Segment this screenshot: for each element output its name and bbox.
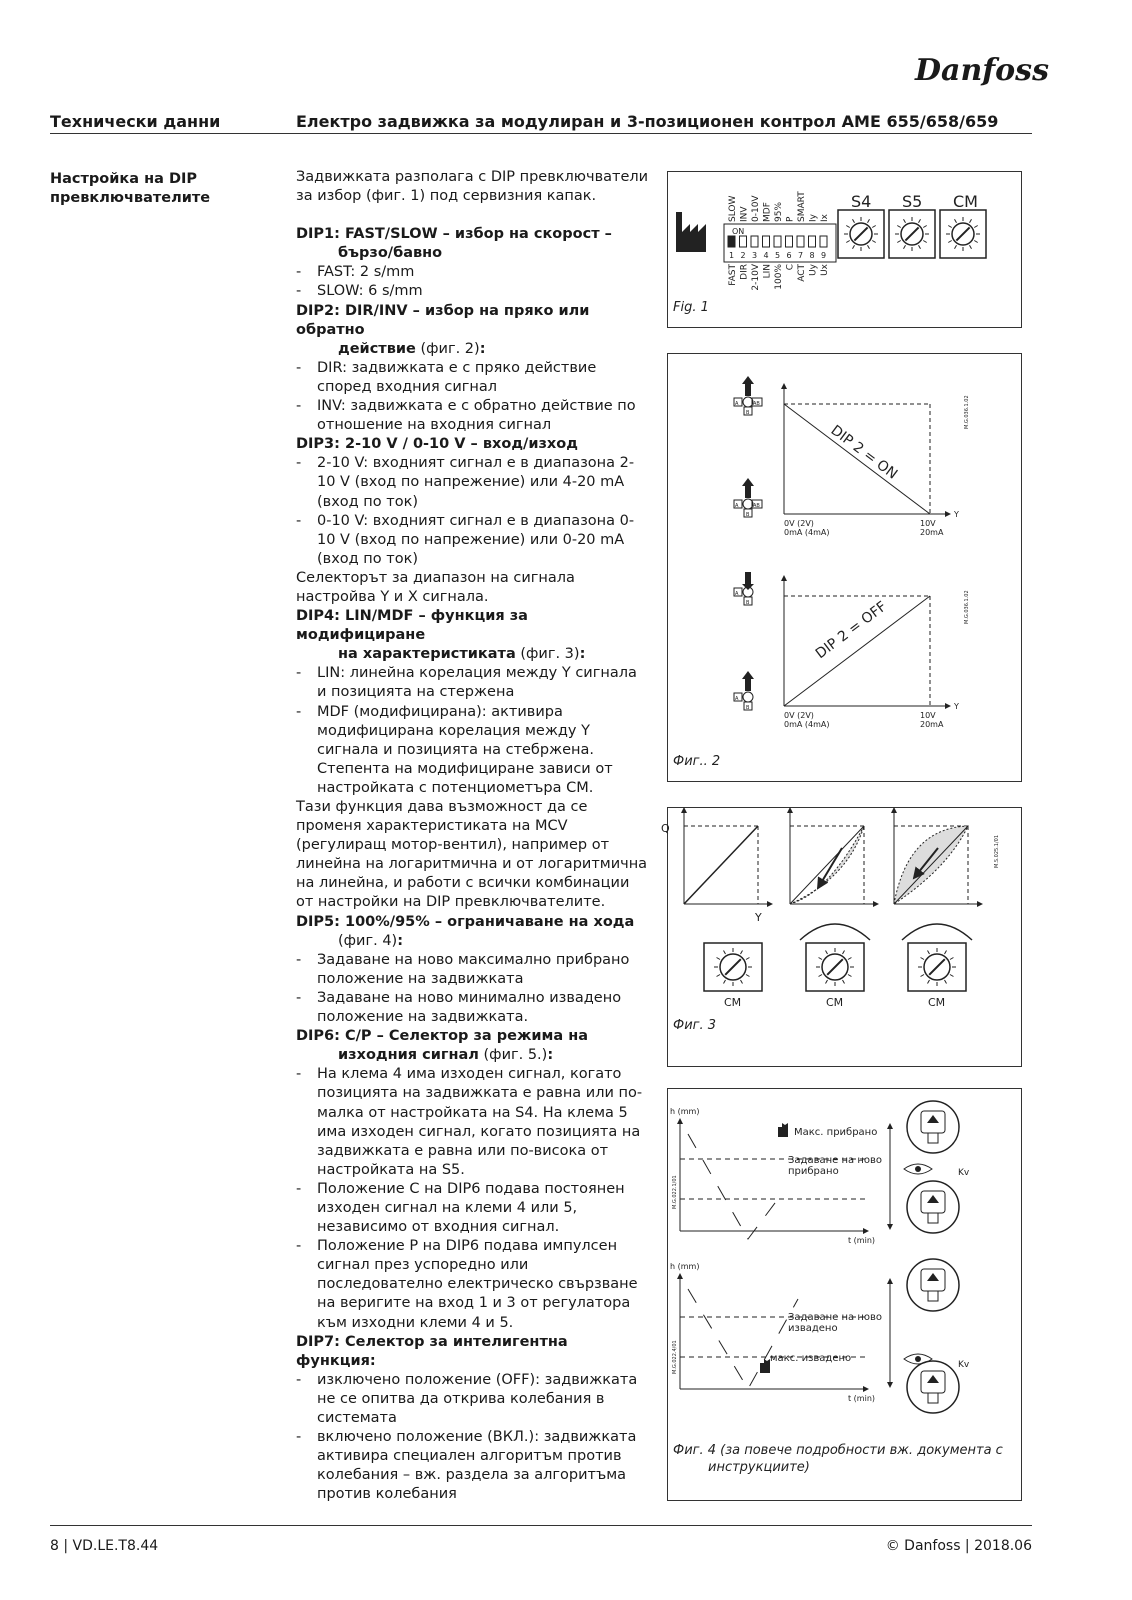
fig4-label: Задаване на ново: [788, 1155, 882, 1166]
dip-bottom-label: DIR: [739, 264, 750, 280]
dip-number: 2: [740, 251, 746, 260]
dip-switch: [751, 236, 758, 247]
svg-text:AB: AB: [753, 401, 760, 407]
dip1-heading: DIP1: FAST/SLOW – избор на скорост –: [296, 226, 612, 243]
dip-top-label: INV: [739, 206, 750, 222]
fig2-top-chart: [784, 384, 970, 537]
svg-text:A: A: [735, 503, 739, 509]
dip-number: 7: [798, 251, 804, 260]
dip-number: 9: [821, 251, 827, 260]
actuator-icon: [907, 1259, 959, 1311]
svg-text:B: B: [746, 705, 750, 711]
eye-icon: [904, 1164, 932, 1174]
dip5-heading: DIP5: 100%/95% – ограничаване на хода: [296, 913, 635, 930]
axis-label: h (mm): [670, 1107, 700, 1116]
axis-label: Y: [954, 510, 959, 519]
pot-label: S4: [851, 192, 872, 211]
dip2-heading-cont: действие (фиг. 2):: [338, 340, 486, 357]
fig3-modified-chart-1: [790, 808, 878, 904]
figure-2: [667, 353, 1022, 782]
dip3-bullet: - 2-10 V: входният сигнал е в диапазона 2-10 V (вход по напрежение) или 4-20 mA (вход по ток): [296, 454, 650, 511]
footer-page-ref: 8 | VD.LE.T8.44: [50, 1538, 159, 1554]
footer-rule: [50, 1525, 1032, 1526]
fig1-caption: Fig. 1: [673, 300, 709, 315]
dip-switch: [763, 236, 770, 247]
potentiometer-cm: [714, 948, 752, 986]
svg-text:A: A: [735, 401, 739, 407]
dip2-off-label: DIP 2 = OFF: [812, 598, 890, 663]
danfoss-logo: Danfoss: [915, 53, 1049, 88]
dip-top-label: Ix: [820, 214, 830, 222]
dip1-heading-cont: бързо/бавно: [338, 245, 443, 262]
intro-text: Задвижката разполага с DIP превключватели за избор (фиг. 1) под сервизния капак.: [296, 169, 649, 205]
dip-bottom-label: Ux: [820, 264, 830, 276]
fig4-caption-cont: инструкциите): [708, 1460, 810, 1475]
figure-code: M.G.036.1.02: [964, 395, 970, 429]
fig4-label: прибрано: [788, 1166, 839, 1177]
figure-code: M.G.036.1.02: [964, 590, 970, 624]
side-heading: Настройка на DIP превключвателите: [50, 171, 211, 206]
axis-label: h (mm): [670, 1262, 700, 1271]
dip-number: 6: [786, 251, 792, 260]
dip-bottom-label: 100%: [774, 264, 784, 290]
svg-text:B: B: [746, 410, 750, 416]
dip-top-label: SMART: [797, 191, 807, 222]
valve-icon: [734, 478, 762, 518]
figure-code: M.G.022.1/01: [672, 1175, 678, 1209]
dip-number: 1: [729, 251, 735, 260]
dip6-bullet: - На клема 4 има изходен сигнал, когато позицията на задвижката е равна или по-малка от настройката на S4. На клема 5 има изходен сигнал, когато позицията на задвижката е равна или по-висока от настройката на S5.: [296, 1065, 650, 1180]
svg-text:B: B: [746, 600, 750, 606]
potentiometer-s5: [895, 217, 929, 251]
dip-top-label: Iy: [808, 214, 819, 222]
figure-3: [661, 807, 1022, 1067]
fig2-bottom-chart: [784, 576, 970, 729]
fig3-y-label: Y: [755, 911, 762, 924]
factory-icon: [676, 212, 706, 252]
fig4-caption: Фиг. 4 (за повече подробности вж. документа с: [673, 1443, 1003, 1458]
dip-switch: [740, 236, 747, 247]
dip-bottom-label: 2-10V: [751, 264, 761, 291]
dip5-bullet: - Задаване на ново минимално извадено положение на задвижката.: [296, 989, 650, 1027]
dip5-bullet: - Задаване на ново максимално прибрано положение на задвижката: [296, 951, 650, 989]
fig4-min-extended-label: макс. извадено: [770, 1353, 852, 1364]
dip3-paragraph: Селекторът за диапазон на сигнала настройва Y и X сигнала.: [296, 569, 575, 605]
svg-text:A: A: [735, 591, 739, 597]
potentiometer-cm: [816, 948, 854, 986]
eye-icon: [904, 1354, 932, 1364]
tick-label: 0mA (4mA): [784, 528, 830, 537]
fig3-caption: Фиг. 3: [673, 1018, 717, 1033]
dip-switch: [786, 236, 793, 247]
svg-text:B: B: [746, 512, 750, 518]
dip-bottom-label: ACT: [797, 264, 807, 282]
pot-label: CM: [953, 192, 978, 211]
dip-top-label: 0-10V: [751, 195, 761, 222]
axis-label: t (min): [848, 1236, 876, 1245]
dip6-bullet: - Положение P на DIP6 подава импулсен сигнал през успоредно или последователно електрическо свързване на веригите на вход 1 и 3 от регулатора към изходни клеми 4 и 5.: [296, 1237, 650, 1332]
tick-label: 0V (2V): [784, 519, 814, 528]
tick-label: 20mA: [920, 720, 944, 729]
tick-label: 10V: [920, 519, 936, 528]
potentiometer-s4: [844, 217, 878, 251]
valve-icon: [734, 671, 754, 711]
figure-1: [667, 171, 1022, 328]
svg-text:A: A: [735, 696, 739, 702]
dip2-bullet: - INV: задвижката е с обратно действие по отношение на входния сигнал: [296, 397, 650, 435]
dip-switch: [728, 236, 735, 247]
dip4-heading-cont: на характеристиката (фиг. 3):: [338, 646, 586, 663]
dip-switch: [797, 236, 804, 247]
dip5-heading-cont: (фиг. 4):: [338, 932, 404, 949]
dip4-heading: DIP4: LIN/MDF – функция за модифициране: [296, 608, 528, 644]
dip1-bullet: - FAST: 2 s/mm: [296, 263, 650, 282]
potentiometer-cm: [946, 217, 980, 251]
actuator-icon: [907, 1181, 959, 1233]
fig3-q-label: Q: [661, 822, 670, 835]
actuator-icon: [907, 1361, 959, 1413]
fig3-modified-chart-2: [894, 808, 982, 904]
dip2-bullet: - DIR: задвижката е с пряко действие според входния сигнал: [296, 359, 650, 397]
dip-top-label: MDF: [762, 202, 773, 222]
tick-label: 20mA: [920, 528, 944, 537]
dip-number: 5: [775, 251, 781, 260]
dip-switch: [820, 236, 827, 247]
axis-label: Y: [954, 702, 959, 711]
section-label: Технически данни: [50, 112, 221, 131]
dip2-heading: DIP2: DIR/INV – избор на пряко или обратно: [296, 302, 590, 338]
dip1-bullet: - SLOW: 6 s/mm: [296, 282, 650, 301]
figure-4: [667, 1088, 1022, 1501]
dip-bottom-label: Uy: [808, 264, 819, 276]
dip-switch: [774, 236, 781, 247]
svg-text:AB: AB: [753, 503, 760, 509]
kv-label: Kv: [958, 1360, 970, 1370]
dip7-bullet: - включено положение (ВКЛ.): задвижката активира специален алгоритъм против колебания – вж. раздела за алгоритъма против колебания: [296, 1428, 650, 1504]
dip6-heading-cont: изходния сигнал (фиг. 5.):: [338, 1047, 554, 1064]
fig4-label: Задаване на ново: [788, 1312, 882, 1323]
dip-switch: [809, 236, 816, 247]
figure-code: M.S.025.1/01: [994, 834, 1000, 868]
dip4-paragraph: Тази функция дава възможност да се променя характеристиката на MCV (регулиращ мотор-вентил), например от линейна на логаритмична и от логаритмична на линейна, и работи с всички комбинации от настройки на DIP превключвателите.: [296, 799, 648, 911]
fig4-max-retracted-label: Макс. прибрано: [794, 1127, 878, 1138]
dip-bottom-label: LIN: [762, 264, 773, 279]
valve-icon: [734, 376, 762, 416]
dip6-bullet: - Положение C на DIP6 подава постоянен изходен сигнал на клеми 4 или 5, независимо от входния сигнал.: [296, 1180, 650, 1237]
dip-top-label: SLOW: [728, 195, 738, 222]
text-column: [296, 168, 650, 1504]
tick-label: 10V: [920, 711, 936, 720]
dip2-on-label: DIP 2 = ON: [827, 422, 901, 483]
dip3-heading: DIP3: 2-10 V / 0-10 V – вход/изход: [296, 436, 578, 453]
axis-label: t (min): [848, 1394, 876, 1403]
page-title: Електро задвижка за модулиран и 3-позиционен контрол AME 655/658/659: [296, 112, 999, 131]
dip4-bullet: - LIN: линейна корелация между Y сигнала и позицията на стержена: [296, 664, 650, 702]
pot-label: CM: [724, 996, 742, 1009]
dip3-bullet: - 0-10 V: входният сигнал е в диапазона 0-10 V (вход по напрежение) или 0-20 mA (вход по ток): [296, 512, 650, 569]
pot-label: CM: [826, 996, 844, 1009]
fig4-label: извадено: [788, 1323, 838, 1334]
kv-label: Kv: [958, 1168, 970, 1178]
actuator-icon: [907, 1101, 959, 1153]
dip7-bullet: - изключено положение (OFF): задвижката не се опитва да открива колебания в системата: [296, 1371, 650, 1428]
dip-number: 3: [752, 251, 758, 260]
dip-bottom-label: C: [785, 264, 796, 271]
dip-on-label: ON: [732, 227, 745, 236]
header-rule: [50, 133, 1032, 134]
dip-top-label: 95%: [774, 201, 784, 222]
dip7-heading: DIP7: Селектор за интелигентна функция:: [296, 1333, 568, 1369]
dip-top-label: P: [785, 216, 796, 222]
pot-label: CM: [928, 996, 946, 1009]
dip-bottom-label: FAST: [728, 264, 738, 286]
figure-code: M.G.022.4/01: [672, 1340, 678, 1374]
pot-label: S5: [902, 192, 923, 211]
dip-number: 8: [809, 251, 815, 260]
potentiometer-cm: [918, 948, 956, 986]
factory-icon: [760, 1359, 770, 1373]
footer-copyright: © Danfoss | 2018.06: [885, 1538, 1032, 1554]
valve-icon: [734, 572, 754, 606]
fig2-caption: Фиг.. 2: [673, 754, 721, 769]
factory-icon: [778, 1123, 788, 1137]
dip6-heading: DIP6: C/P – Селектор за режима на: [296, 1028, 589, 1045]
dip-number: 4: [763, 251, 769, 260]
fig3-linear-chart: [684, 808, 772, 904]
tick-label: 0V (2V): [784, 711, 814, 720]
dip4-bullet: - MDF (модифицирана): активира модифицирана корелация между Y сигнала и позицията на стебржена. Степента на модифициране зависи от настройката с потенциометъра CM.: [296, 703, 650, 798]
tick-label: 0mA (4mA): [784, 720, 830, 729]
